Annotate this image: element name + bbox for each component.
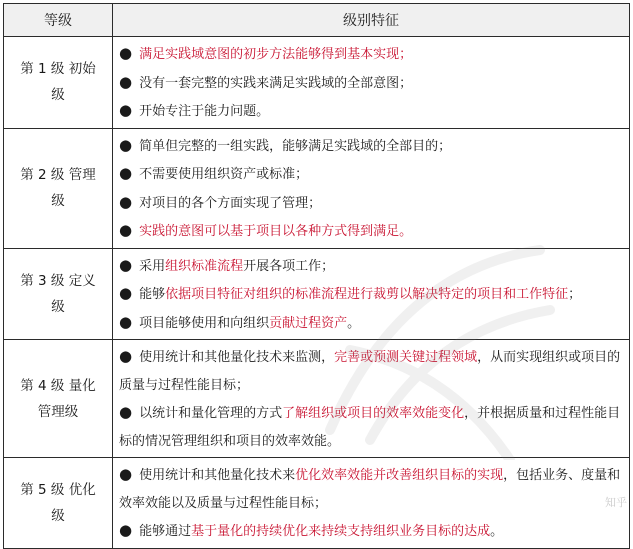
level-label: 第 5 级 优化 (20, 481, 96, 498)
feature-text: ； (568, 287, 582, 302)
feature-item (119, 189, 623, 218)
bullet-icon: ● (119, 284, 133, 302)
feature-text: 采用 (139, 258, 166, 274)
bullet-icon: ● (119, 403, 133, 421)
feature-text: ，从而实现组织或项目的质量与过程性能目标； (119, 350, 621, 393)
bullet-icon: ● (119, 135, 133, 154)
bullet-icon: ● (119, 465, 133, 483)
level-cell (4, 340, 113, 458)
bullet-icon: ● (119, 255, 133, 274)
watermark-logo: 知乎 (605, 496, 627, 509)
highlighted-text: 组织标准流程 (165, 258, 244, 274)
feature-text: 。 (347, 315, 361, 331)
feature-text: ，包括业务、度量和效率效能以及质量与过程性能目标； (119, 468, 621, 511)
table-row (4, 128, 630, 248)
bullet-icon: ● (119, 521, 133, 539)
feature-text: 开始专注于能力问题。 (139, 104, 270, 119)
feature-item (119, 97, 623, 126)
level-cell (4, 248, 113, 340)
feature-text: ，并根据质量和过程性能目标的情况管理组织和项目的效率效能。 (119, 406, 621, 449)
bullet-icon: ● (119, 44, 133, 62)
feature-item (119, 40, 623, 69)
highlighted-text: 完善或预测关键过程领域 (334, 350, 478, 365)
table-body (4, 37, 630, 549)
feature-item (119, 69, 623, 98)
level-label: 级 (51, 87, 65, 104)
feature-text: 不需要使用组织资产或标准； (139, 167, 309, 182)
feature-text: 没有一套完整的实践来满足实践域的全部意图； (139, 75, 413, 91)
table-row (4, 458, 630, 549)
feature-text: 对项目的各个方面实现了管理； (139, 195, 322, 211)
highlighted-text: 了解组织或项目的效率效能变化 (282, 406, 465, 421)
feature-item (119, 132, 623, 161)
feature-text: 。 (490, 524, 504, 539)
feature-item (119, 309, 623, 338)
bullet-icon: ● (119, 72, 133, 91)
highlighted-text: 依据项目特征对组织的标准流程进行裁剪以解决特定的项目和工作特征 (165, 287, 569, 302)
features-cell (113, 37, 630, 129)
bullet-icon: ● (119, 312, 133, 331)
table-header-row (4, 4, 630, 37)
feature-item (119, 160, 623, 189)
table-row (4, 248, 630, 340)
level-label: 第 3 级 定义 (20, 272, 96, 289)
features-cell (113, 458, 630, 549)
bullet-icon: ● (119, 221, 133, 239)
feature-item (119, 399, 623, 455)
feature-item (119, 280, 623, 309)
bullet-icon: ● (119, 164, 133, 182)
feature-item (119, 217, 623, 246)
feature-text: 能够 (139, 287, 166, 302)
level-label: 级 (51, 193, 65, 209)
bullet-icon: ● (119, 192, 133, 211)
feature-text: 简单但完整的一组实践，能够满足实践域的全部目的； (139, 138, 452, 154)
highlighted-text: 贡献过程资产 (269, 315, 348, 331)
feature-item (119, 343, 623, 399)
feature-text: 以统计和量化管理的方式 (139, 406, 283, 421)
features-cell (113, 248, 630, 340)
level-label: 管理级 (37, 403, 79, 420)
highlighted-text: 实践的意图可以基于项目以各种方式得到满足。 (139, 224, 413, 239)
highlighted-text: 满足实践域意图的初步方法能够得到基本实现； (139, 47, 413, 62)
highlighted-text: 优化效率效能并改善组织目标的实现 (295, 468, 504, 483)
maturity-level-table (3, 3, 630, 549)
feature-text: 项目能够使用和向组织 (139, 315, 270, 331)
bullet-icon: ● (119, 347, 133, 365)
feature-text: 开展各项工作； (243, 258, 335, 274)
level-cell (4, 37, 113, 129)
header-features: 级别特征 (113, 4, 630, 37)
features-cell (113, 340, 630, 458)
level-cell (4, 458, 113, 549)
level-cell (4, 128, 113, 248)
level-label: 第 1 级 初始 (20, 61, 96, 78)
feature-item (119, 517, 623, 546)
features-cell (113, 128, 630, 248)
feature-text: 使用统计和其他量化技术来监测， (139, 350, 335, 365)
feature-text: 能够通过 (139, 524, 192, 539)
table-row (4, 340, 630, 458)
feature-item (119, 252, 623, 281)
feature-text: 使用统计和其他量化技术来 (139, 468, 296, 483)
table-row (4, 37, 630, 129)
level-label: 第 4 级 量化 (20, 377, 96, 394)
bullet-icon: ● (119, 101, 133, 119)
feature-item (119, 461, 623, 517)
level-label: 第 2 级 管理 (20, 167, 96, 183)
header-level: 等级 (4, 4, 113, 37)
highlighted-text: 基于量化的持续优化来持续支持组织业务目标的达成 (191, 524, 491, 539)
level-label: 级 (51, 507, 65, 524)
level-label: 级 (51, 298, 65, 315)
